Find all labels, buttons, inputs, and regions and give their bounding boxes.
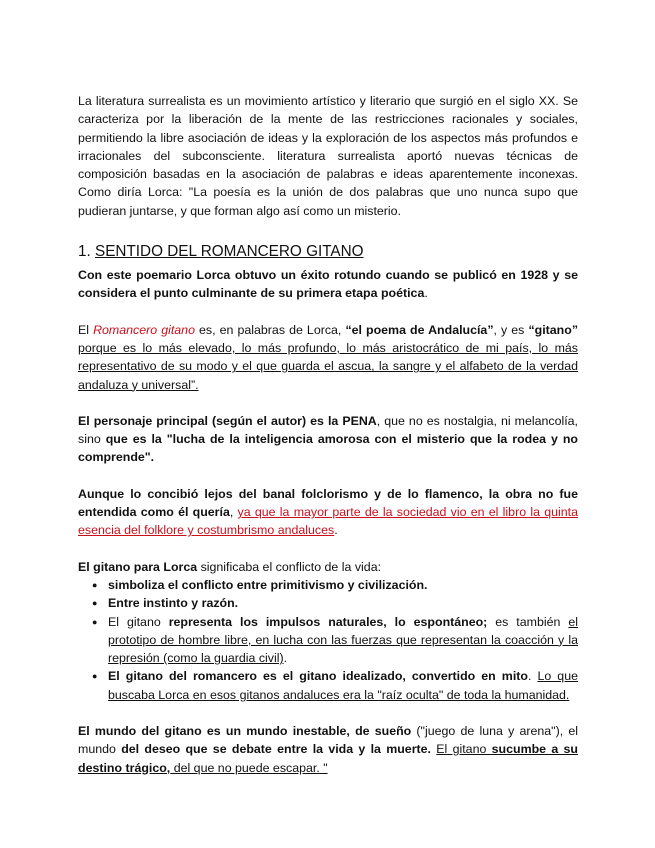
paragraph-mundo-gitano: El mundo del gitano es un mundo inestable, de sueño ("juego de luna y arena"), el mundo del deseo que se debate entre la vida y la muerte. El gitano sucumbe a su destino trágico, del que no puede escapar. " (78, 724, 578, 775)
section-number: 1. (78, 243, 91, 261)
book-title: Romancero gitano (93, 322, 195, 337)
paragraph-exito: Con este poemario Lorca obtuvo un éxito rotundo cuando se publicó en 1928 y se considera el punto culminante de su primera etapa poética. (78, 268, 578, 301)
section-heading (78, 242, 578, 262)
list-item: ● El gitano representa los impulsos naturales, lo espontáneo; es también el prototipo de hombre libre, en lucha con las fuerzas que representan la coacción y la represión (como la guardia civil). (108, 613, 578, 668)
lorca-quote: porque es lo más elevado, lo más profundo, lo más aristocrático de mi país, lo más representativo de su modo y el que guarda el ascua, la sangre y el alfabeto de la verdad andaluza y universal”. (78, 340, 578, 392)
exito-bold: Con este poemario Lorca obtuvo un éxito rotundo cuando se publicó en 1928 y se considera el punto culminante de su primera etapa poética (78, 268, 578, 301)
list-item: ● simboliza el conflicto entre primitivismo y civilización. (108, 576, 578, 594)
document-page (78, 92, 578, 777)
list-item: ● El gitano del romancero es el gitano idealizado, convertido en mito. Lo que buscaba Lorca en esos gitanos andaluces era la "raíz oculta" de toda la humanidad. (108, 667, 578, 704)
gitano-bullet-list (78, 576, 578, 704)
paragraph-pena: El personaje principal (según el autor) es la PENA, que no es nostalgia, ni melancolía, sino que es la "lucha de la inteligencia amorosa con el misterio que la rodea y no comprende". (78, 413, 578, 465)
section-title: SENTIDO DEL ROMANCERO GITANO (95, 243, 364, 261)
paragraph-andalucia: El Romancero gitano es, en palabras de Lorca, “el poema de Andalucía”, y es “gitano” porque es lo más elevado, lo más profundo, lo más aristocrático de mi país, lo más representativo de su modo y el que guarda el ascua, la sangre y el alfabeto de la verdad andaluza y universal”. (78, 322, 579, 392)
paragraph-gitano-intro: El gitano para Lorca significaba el conflicto de la vida: (78, 559, 382, 574)
paragraph-folclorismo: Aunque lo concibió lejos del banal folclorismo y de lo flamenco, la obra no fue entendida como él quería, ya que la mayor parte de la sociedad vio en el libro la quinta esencia del folklore y costumbrismo andaluces. (78, 486, 578, 538)
list-item: ● Entre instinto y razón. (108, 594, 578, 612)
folklore-note: ya que la mayor parte de la sociedad vio en el libro la quinta esencia del folklore y costumbrismo andaluces (78, 505, 578, 538)
intro-paragraph: La literatura surrealista es un movimiento artístico y literario que surgió en el siglo XX. Se caracteriza por la liberación de la mente de las restricciones racionales y sociales, permitiendo la libre asociación de ideas y la exploración de los aspectos más profundos e irracionales del subconsciente. literatura surrealista aportó nuevas técnicas de composición basadas en la asociación de palabras e ideas aparentemente inconexas. Como diría Lorca: "La poesía es la unión de dos palabras que uno nunca supo que pudieran juntarse, y que forman algo así como un misterio. (78, 94, 578, 218)
